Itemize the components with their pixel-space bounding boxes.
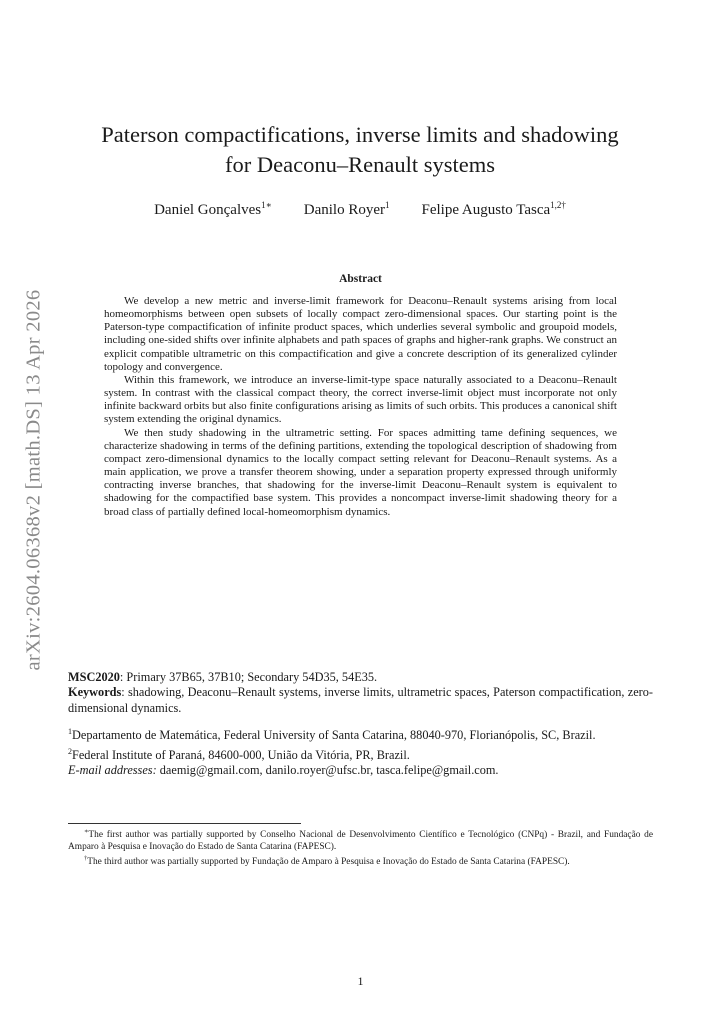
affiliation-text: Federal Institute of Paraná, 84600-000, União da Vitória, PR, Brazil. (72, 747, 410, 762)
author-affiliation-mark: 1 (384, 200, 390, 210)
msc-label: MSC2020 (68, 670, 120, 684)
footnote (68, 853, 653, 869)
page-number: 1 (357, 974, 364, 988)
footnote-divider (68, 823, 301, 824)
author (304, 200, 390, 219)
email-list: daemig@gmail.com, danilo.royer@ufsc.br, tasca.felipe@gmail.com. (156, 763, 499, 778)
msc-classification (68, 670, 653, 685)
abstract-heading: Abstract (339, 273, 382, 285)
keywords (68, 685, 653, 716)
abstract-paragraph: We then study shadowing in the ultrametric setting. For spaces admitting tame defining sequences, we characterize shadowing in terms of the defining partitions, extending the topological description of shadowing from compact zero-dimensional dynamics to the locally compact setting relevant for Deaconu–Renault systems. As a main application, we prove a transfer theorem showing, under a separation property expressed through uniformly contracting inverse branches, that shadowing for the inverse-limit Deaconu–Renault system is equivalent to shadowing for the compactified base system. This provides a noncompact inverse-limit shadowing theory for a broad class of partially defined local-homeomorphism dynamics. (104, 426, 617, 518)
paper-title-line-2: for Deaconu–Renault systems (225, 152, 495, 177)
author-affiliation-mark: 1,2† (550, 200, 566, 210)
author-name: Daniel Gonçalves (154, 202, 262, 218)
author (154, 200, 272, 219)
author-name: Danilo Royer (303, 202, 385, 218)
footnote-mark: † (84, 855, 88, 863)
abstract-paragraph: We develop a new metric and inverse-limit framework for Deaconu–Renault systems arising from local homeomorphisms between open subsets of locally compact zero-dimensional spaces. Our starting point is the Paterson-type compactification of infinite product spaces, which underlies several symbolic and groupoid models, including one-sided shifts over infinite alphabets and path spaces of graphs and higher-rank graphs. We construct an explicit compatible ultrametric on this compactification and give a concrete description of its generalized cylinder topology and convergence. (104, 295, 617, 373)
author (421, 200, 565, 219)
footnote (68, 826, 653, 853)
abstract-paragraph: Within this framework, we introduce an inverse-limit-type space naturally associated to a Deaconu–Renault system. In contrast with the classical compact theory, the correct inverse-limit object must incorporate not only infinite backward orbits but also finite configurations arising as limits of such orbits. This produces a canonical shift system extending the original dynamics. (104, 373, 617, 426)
arxiv-identifier: arXiv:2604.06368v2 [math.DS] 13 Apr 2026 (22, 289, 45, 671)
abstract-body (104, 295, 617, 519)
footnote-text: The third author was partially supported by Fundação de Amparo à Pesquisa e Inovação do Estado de Santa Catarina (FAPESC). (87, 857, 570, 868)
footnote-mark: ∗ (84, 828, 89, 835)
paper-title-line-1: Paterson compactifications, inverse limits and shadowing (101, 122, 619, 147)
email-label: E-mail addresses: (68, 763, 157, 778)
affiliation-mark: 1 (68, 727, 72, 737)
author-affiliation-mark: 1∗ (261, 200, 272, 210)
affiliation (68, 724, 653, 744)
paper-title (60, 120, 660, 180)
arxiv-identifier-sidebar (18, 285, 50, 675)
affiliation-mark: 2 (68, 746, 72, 756)
msc-text: : Primary 37B65, 37B10; Secondary 54D35, 54E35. (119, 670, 378, 684)
paper-metadata (68, 670, 653, 779)
keywords-label: Keywords (68, 685, 122, 700)
author-list (60, 200, 660, 219)
affiliation-text: Departamento de Matemática, Federal University of Santa Catarina, 88040-970, Florianópolis, SC, Brazil. (72, 728, 596, 743)
email-addresses (68, 763, 653, 778)
footnotes (68, 826, 653, 869)
author-name: Felipe Augusto Tasca (421, 202, 551, 218)
keywords-text: : shadowing, Deaconu–Renault systems, inverse limits, ultrametric spaces, Paterson compactification, zero-dimensional dynamics. (68, 685, 653, 715)
affiliation (68, 744, 653, 764)
footnote-text: The first author was partially supported by Conselho Nacional de Desenvolvimento Científico e Tecnológico (CNPq) - Brazil, and Fundação de Amparo à Pesquisa e Inovação do Estado de Santa Catarina (FAPESC). (68, 830, 653, 852)
